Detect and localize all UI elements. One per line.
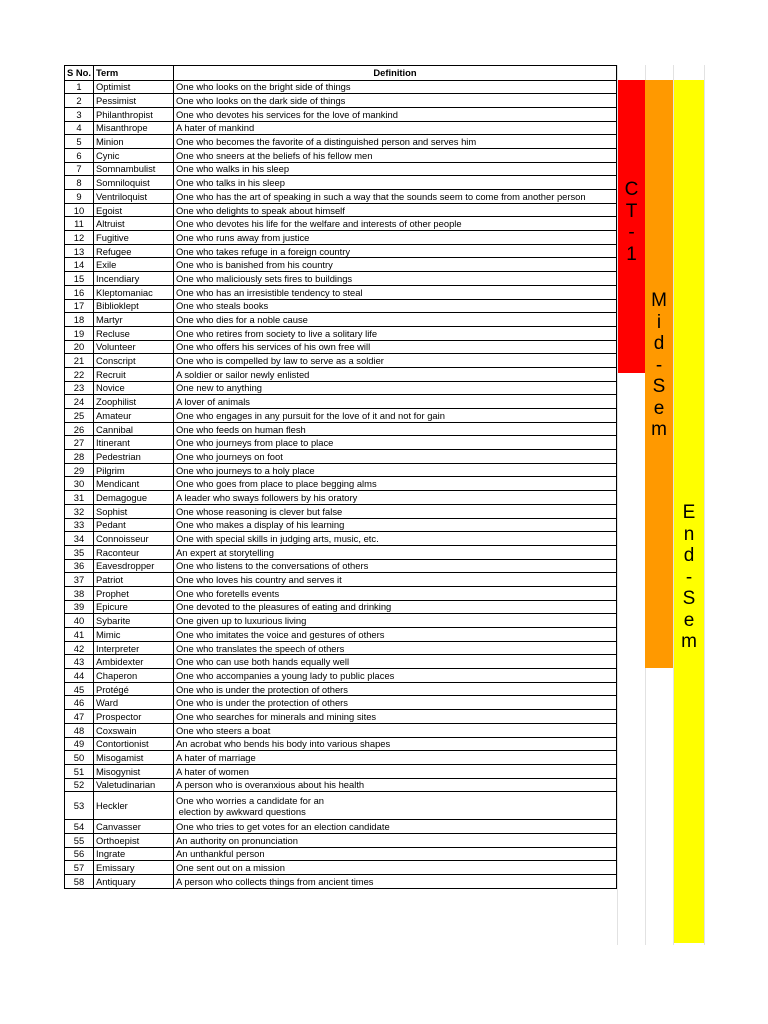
- row-number: 6: [65, 148, 94, 162]
- vocabulary-table: [64, 65, 617, 889]
- row-definition: One who has an irresistible tendency to steal: [174, 285, 617, 299]
- table-row: [65, 326, 617, 340]
- row-number: 29: [65, 463, 94, 477]
- row-term: Minion: [94, 135, 174, 149]
- row-term: Epicure: [94, 600, 174, 614]
- table-row: [65, 491, 617, 505]
- row-number: 10: [65, 203, 94, 217]
- band-letter: T: [625, 200, 638, 222]
- table-row: [65, 628, 617, 642]
- table-row: [65, 737, 617, 751]
- row-definition: An expert at storytelling: [174, 545, 617, 559]
- table-row: [65, 723, 617, 737]
- row-term: Martyr: [94, 313, 174, 327]
- table-row: [65, 258, 617, 272]
- row-term: Recluse: [94, 326, 174, 340]
- band-letter: e: [653, 397, 665, 419]
- table-row: [65, 190, 617, 204]
- table-row: [65, 847, 617, 861]
- table-row: [65, 135, 617, 149]
- band-letter: d: [683, 545, 695, 566]
- ct1-band: [618, 80, 645, 373]
- row-number: 26: [65, 422, 94, 436]
- row-number: 12: [65, 231, 94, 245]
- table-row: [65, 764, 617, 778]
- table-row: [65, 710, 617, 724]
- row-number: 3: [65, 107, 94, 121]
- table-row: [65, 820, 617, 834]
- end-sem-band: [674, 80, 704, 943]
- row-term: Protégé: [94, 682, 174, 696]
- row-definition: One who listens to the conversations of others: [174, 559, 617, 573]
- row-term: Ward: [94, 696, 174, 710]
- row-term: Ventriloquist: [94, 190, 174, 204]
- table-row: [65, 285, 617, 299]
- row-number: 58: [65, 875, 94, 889]
- band-letter: E: [682, 502, 696, 523]
- row-definition: One who journeys from place to place: [174, 436, 617, 450]
- row-number: 27: [65, 436, 94, 450]
- table-header-row: [65, 66, 617, 81]
- row-number: 8: [65, 176, 94, 190]
- row-term: Biblioklept: [94, 299, 174, 313]
- band-letter: S: [652, 376, 666, 397]
- row-term: Philanthropist: [94, 107, 174, 121]
- row-number: 37: [65, 573, 94, 587]
- row-number: 38: [65, 586, 94, 600]
- table-row: [65, 641, 617, 655]
- row-definition: One who is banished from his country: [174, 258, 617, 272]
- row-definition: One who looks on the bright side of things: [174, 80, 617, 94]
- row-number: 42: [65, 641, 94, 655]
- row-term: Chaperon: [94, 669, 174, 683]
- table-row: [65, 778, 617, 792]
- row-definition: [174, 792, 617, 820]
- row-term: Raconteur: [94, 545, 174, 559]
- row-number: 2: [65, 94, 94, 108]
- row-definition: One who is compelled by law to serve as a soldier: [174, 354, 617, 368]
- row-definition: One who journeys on foot: [174, 450, 617, 464]
- row-definition: One who offers his services of his own free will: [174, 340, 617, 354]
- row-term: Pessimist: [94, 94, 174, 108]
- table-row: [65, 682, 617, 696]
- row-term: Canvasser: [94, 820, 174, 834]
- row-definition: One sent out on a mission: [174, 861, 617, 875]
- row-definition: A hater of marriage: [174, 751, 617, 765]
- row-term: Cynic: [94, 148, 174, 162]
- row-definition: One who talks in his sleep: [174, 176, 617, 190]
- row-definition: A lover of animals: [174, 395, 617, 409]
- row-term: Eavesdropper: [94, 559, 174, 573]
- row-term: Amateur: [94, 409, 174, 423]
- row-definition: One who becomes the favorite of a distinguished person and serves him: [174, 135, 617, 149]
- table-row: [65, 545, 617, 559]
- band-letter: M: [651, 290, 667, 311]
- table-row: [65, 422, 617, 436]
- row-number: 53: [65, 792, 94, 820]
- row-number: 46: [65, 696, 94, 710]
- row-definition: One who runs away from justice: [174, 231, 617, 245]
- row-number: 23: [65, 381, 94, 395]
- row-definition: One who delights to speak about himself: [174, 203, 617, 217]
- row-term: Somnambulist: [94, 162, 174, 176]
- row-number: 17: [65, 299, 94, 313]
- row-number: 16: [65, 285, 94, 299]
- row-term: Egoist: [94, 203, 174, 217]
- row-number: 24: [65, 395, 94, 409]
- band-letter: m: [651, 419, 667, 440]
- row-number: 35: [65, 545, 94, 559]
- row-definition: One who walks in his sleep: [174, 162, 617, 176]
- band-letter: -: [655, 354, 663, 376]
- table-row: [65, 504, 617, 518]
- row-number: 34: [65, 532, 94, 546]
- row-number: 31: [65, 491, 94, 505]
- row-number: 28: [65, 450, 94, 464]
- header-term: Term: [94, 66, 174, 81]
- row-number: 52: [65, 778, 94, 792]
- row-number: 22: [65, 367, 94, 381]
- row-definition: One who journeys to a holy place: [174, 463, 617, 477]
- table-row: [65, 614, 617, 628]
- row-term: Emissary: [94, 861, 174, 875]
- band-letter: -: [628, 222, 635, 243]
- row-number: 21: [65, 354, 94, 368]
- row-term: Antiquary: [94, 875, 174, 889]
- row-number: 55: [65, 833, 94, 847]
- row-definition: One who dies for a noble cause: [174, 313, 617, 327]
- row-number: 45: [65, 682, 94, 696]
- row-number: 32: [65, 504, 94, 518]
- row-definition: One devoted to the pleasures of eating and drinking: [174, 600, 617, 614]
- row-term: Optimist: [94, 80, 174, 94]
- row-term: Valetudinarian: [94, 778, 174, 792]
- row-definition: One who devotes his life for the welfare and interests of other people: [174, 217, 617, 231]
- table-row: [65, 107, 617, 121]
- row-term: Recruit: [94, 367, 174, 381]
- definition-line: election by awkward questions: [176, 805, 306, 817]
- table-row: [65, 395, 617, 409]
- row-definition: One who goes from place to place begging alms: [174, 477, 617, 491]
- row-definition: One with special skills in judging arts, music, etc.: [174, 532, 617, 546]
- row-number: 13: [65, 244, 94, 258]
- row-definition: One who engages in any pursuit for the love of it and not for gain: [174, 409, 617, 423]
- row-definition: A hater of mankind: [174, 121, 617, 135]
- row-number: 30: [65, 477, 94, 491]
- row-number: 19: [65, 326, 94, 340]
- row-number: 9: [65, 190, 94, 204]
- table-row: [65, 231, 617, 245]
- row-term: Interpreter: [94, 641, 174, 655]
- row-term: Orthoepist: [94, 833, 174, 847]
- row-number: 47: [65, 710, 94, 724]
- band-letter: d: [653, 333, 665, 354]
- row-term: Conscript: [94, 354, 174, 368]
- table-row: [65, 600, 617, 614]
- band-letter: 1: [626, 243, 637, 265]
- band-letter: n: [683, 523, 695, 545]
- table-row: [65, 833, 617, 847]
- gridline: [704, 65, 705, 945]
- table-row: [65, 121, 617, 135]
- row-term: Ambidexter: [94, 655, 174, 669]
- row-definition: One who accompanies a young lady to public places: [174, 669, 617, 683]
- row-term: Coxswain: [94, 723, 174, 737]
- table-row: [65, 861, 617, 875]
- row-term: Fugitive: [94, 231, 174, 245]
- row-term: Misogamist: [94, 751, 174, 765]
- row-number: 25: [65, 409, 94, 423]
- row-definition: One who takes refuge in a foreign country: [174, 244, 617, 258]
- row-term: Altruist: [94, 217, 174, 231]
- row-number: 41: [65, 628, 94, 642]
- row-term: Patriot: [94, 573, 174, 587]
- table-row: [65, 299, 617, 313]
- table-row: [65, 272, 617, 286]
- row-definition: A soldier or sailor newly enlisted: [174, 367, 617, 381]
- row-definition: One who devotes his services for the love of mankind: [174, 107, 617, 121]
- table-row: [65, 217, 617, 231]
- table-row: [65, 477, 617, 491]
- row-number: 54: [65, 820, 94, 834]
- row-term: Incendiary: [94, 272, 174, 286]
- row-definition: One who has the art of speaking in such a way that the sounds seem to come from another person: [174, 190, 617, 204]
- row-number: 15: [65, 272, 94, 286]
- row-number: 57: [65, 861, 94, 875]
- row-number: 5: [65, 135, 94, 149]
- table-row: [65, 463, 617, 477]
- row-number: 14: [65, 258, 94, 272]
- mid-sem-band: [645, 80, 673, 668]
- row-number: 39: [65, 600, 94, 614]
- row-number: 49: [65, 737, 94, 751]
- table-row: [65, 148, 617, 162]
- table-row: [65, 94, 617, 108]
- row-definition: A leader who sways followers by his oratory: [174, 491, 617, 505]
- row-definition: One who can use both hands equally well: [174, 655, 617, 669]
- band-letter: -: [685, 566, 693, 588]
- row-definition: A person who is overanxious about his health: [174, 778, 617, 792]
- row-definition: One who loves his country and serves it: [174, 573, 617, 587]
- row-term: Misogynist: [94, 764, 174, 778]
- table-row: [65, 573, 617, 587]
- row-definition: One who sneers at the beliefs of his fellow men: [174, 148, 617, 162]
- row-definition: One who steals books: [174, 299, 617, 313]
- table-row: [65, 80, 617, 94]
- row-term: Pedant: [94, 518, 174, 532]
- row-term: Pilgrim: [94, 463, 174, 477]
- row-number: 1: [65, 80, 94, 94]
- row-term: Mimic: [94, 628, 174, 642]
- row-term: Zoophilist: [94, 395, 174, 409]
- table-row: [65, 381, 617, 395]
- row-definition: An authority on pronunciation: [174, 833, 617, 847]
- table-body: [65, 80, 617, 888]
- row-definition: One who is under the protection of others: [174, 696, 617, 710]
- row-number: 51: [65, 764, 94, 778]
- row-definition: One given up to luxurious living: [174, 614, 617, 628]
- row-term: Somniloquist: [94, 176, 174, 190]
- table-row: [65, 367, 617, 381]
- row-definition: One who looks on the dark side of things: [174, 94, 617, 108]
- row-term: Exile: [94, 258, 174, 272]
- table-row: [65, 436, 617, 450]
- table-row: [65, 559, 617, 573]
- header-definition: Definition: [174, 66, 617, 81]
- table-row: [65, 354, 617, 368]
- row-term: Connoisseur: [94, 532, 174, 546]
- row-definition: One who imitates the voice and gestures of others: [174, 628, 617, 642]
- band-letter: C: [624, 179, 639, 200]
- band-letter: S: [682, 588, 696, 609]
- table-row: [65, 655, 617, 669]
- row-definition: One who translates the speech of others: [174, 641, 617, 655]
- row-number: 43: [65, 655, 94, 669]
- row-definition: One who feeds on human flesh: [174, 422, 617, 436]
- row-term: Sybarite: [94, 614, 174, 628]
- row-number: 44: [65, 669, 94, 683]
- table-row: [65, 751, 617, 765]
- row-definition: One who tries to get votes for an election candidate: [174, 820, 617, 834]
- definition-line: One who worries a candidate for an: [176, 794, 324, 806]
- row-number: 4: [65, 121, 94, 135]
- table-row: [65, 669, 617, 683]
- table-row: [65, 313, 617, 327]
- row-number: 48: [65, 723, 94, 737]
- table-row: [65, 586, 617, 600]
- row-term: Refugee: [94, 244, 174, 258]
- row-number: 7: [65, 162, 94, 176]
- row-term: Cannibal: [94, 422, 174, 436]
- row-definition: A hater of women: [174, 764, 617, 778]
- row-definition: An unthankful person: [174, 847, 617, 861]
- row-definition: One who searches for minerals and mining sites: [174, 710, 617, 724]
- row-definition: One who retires from society to live a solitary life: [174, 326, 617, 340]
- table-row: [65, 176, 617, 190]
- table-row: [65, 792, 617, 820]
- row-definition: One who steers a boat: [174, 723, 617, 737]
- row-term: Misanthrope: [94, 121, 174, 135]
- row-definition: One who is under the protection of others: [174, 682, 617, 696]
- row-term: Ingrate: [94, 847, 174, 861]
- row-term: Volunteer: [94, 340, 174, 354]
- row-definition: One whose reasoning is clever but false: [174, 504, 617, 518]
- table-row: [65, 203, 617, 217]
- row-definition: One who makes a display of his learning: [174, 518, 617, 532]
- table-row: [65, 340, 617, 354]
- row-term: Contortionist: [94, 737, 174, 751]
- band-letter: e: [683, 609, 695, 631]
- table-row: [65, 162, 617, 176]
- row-number: 40: [65, 614, 94, 628]
- row-term: Prophet: [94, 586, 174, 600]
- table-row: [65, 532, 617, 546]
- row-definition: An acrobat who bends his body into various shapes: [174, 737, 617, 751]
- row-term: Kleptomaniac: [94, 285, 174, 299]
- row-term: Itinerant: [94, 436, 174, 450]
- band-letter: i: [656, 311, 662, 333]
- row-number: 11: [65, 217, 94, 231]
- header-sno: S No.: [65, 66, 94, 81]
- row-term: Sophist: [94, 504, 174, 518]
- row-number: 18: [65, 313, 94, 327]
- row-term: Pedestrian: [94, 450, 174, 464]
- row-number: 20: [65, 340, 94, 354]
- table-row: [65, 244, 617, 258]
- row-number: 36: [65, 559, 94, 573]
- row-definition: One who foretells events: [174, 586, 617, 600]
- table-row: [65, 518, 617, 532]
- row-definition: A person who collects things from ancient times: [174, 875, 617, 889]
- row-term: Prospector: [94, 710, 174, 724]
- row-term: Demagogue: [94, 491, 174, 505]
- row-number: 33: [65, 518, 94, 532]
- table-row: [65, 696, 617, 710]
- row-definition: One new to anything: [174, 381, 617, 395]
- table-row: [65, 409, 617, 423]
- row-number: 56: [65, 847, 94, 861]
- table-row: [65, 875, 617, 889]
- row-number: 50: [65, 751, 94, 765]
- row-term: Novice: [94, 381, 174, 395]
- table-row: [65, 450, 617, 464]
- row-definition: One who maliciously sets fires to buildings: [174, 272, 617, 286]
- band-letter: m: [681, 631, 697, 652]
- row-term: Heckler: [94, 792, 174, 820]
- gridline: [618, 65, 704, 81]
- row-term: Mendicant: [94, 477, 174, 491]
